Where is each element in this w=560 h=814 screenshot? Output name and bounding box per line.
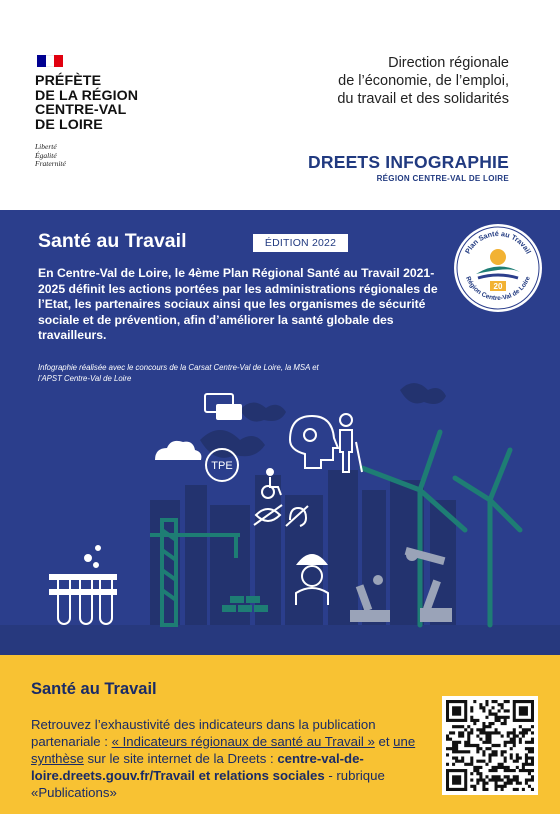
workplace-illustration — [0, 380, 560, 655]
band-title: Santé au Travail — [38, 230, 187, 252]
test-tubes-icon — [50, 546, 116, 624]
footer-text-part: Retrouvez l’exhaustivité des indicateurs dans la publication partenariale : — [31, 717, 376, 749]
footer-title: Santé au Travail — [31, 680, 157, 698]
direction-name — [337, 54, 509, 108]
qr-code[interactable] — [442, 696, 538, 795]
french-flag-icon — [37, 55, 63, 67]
synthesis-link[interactable]: une synthèse — [31, 734, 416, 766]
head-gears-icon — [290, 416, 338, 468]
footer-text-part: et — [374, 734, 394, 749]
edition-badge: ÉDITION 2022 — [253, 234, 348, 252]
badge-number: 20 — [493, 282, 503, 291]
qr-code-icon — [446, 700, 534, 791]
prefecture-line: CENTRE-VAL — [35, 102, 127, 119]
prefecture-line: DE LA RÉGION — [35, 87, 139, 104]
credits-text: Infographie réalisée avec le concours de la Carsat Centre-Val de Loire, la MSA et l’APST Centre-Val de Loire — [38, 363, 319, 383]
dreets-heading — [308, 153, 509, 183]
intro-band — [0, 210, 560, 655]
footer-text-part: sur le site internet de la Dreets : — [83, 751, 278, 766]
footer-text-part: - rubrique «Publications» — [31, 768, 385, 800]
dreets-website-url: centre-val-de-loire.dreets.gouv.fr/Travail et relations sociales — [31, 751, 364, 783]
motto-line: Égalité — [35, 150, 57, 160]
header — [0, 0, 560, 210]
person-cane-icon — [340, 414, 362, 472]
prefecture-line: DE LOIRE — [35, 116, 103, 133]
tpe-label: TPE — [211, 460, 233, 472]
direction-line: de l’économie, de l’emploi, — [338, 73, 509, 89]
prefecture-title — [35, 74, 138, 132]
dreets-subtitle: RÉGION CENTRE-VAL DE LOIRE — [376, 174, 509, 183]
badge-bottom-text: Région Centre-Val de Loire — [464, 275, 532, 303]
intro-text: En Centre-Val de Loire, le 4ème Plan Régional Santé au Travail 2021-2025 définit les actions portées par les administrations régionales de l’Etat, les partenaires sociaux ainsi que les organismes de sécurité sociale et de prévention, afin d’améliorer la santé globale des travailleurs. — [38, 266, 438, 343]
motto-line: Liberté — [35, 142, 57, 151]
footer-panel — [0, 655, 560, 814]
plan-sante-travail-logo — [452, 222, 544, 314]
chat-bubbles-icon — [205, 394, 242, 420]
republic-motto — [35, 143, 66, 169]
cloud-icon — [155, 441, 201, 460]
dreets-title: DREETS INFOGRAPHIE — [308, 152, 509, 172]
indicators-publication-link[interactable]: « Indicateurs régionaux de santé au Travail » — [111, 734, 375, 749]
city-silhouette — [150, 383, 456, 655]
prefecture-line: PRÉFÈTE — [35, 73, 102, 89]
direction-line: Direction régionale — [388, 55, 509, 71]
badge-top-text: Plan Santé au Travail — [462, 228, 534, 256]
motto-line: Fraternité — [35, 159, 66, 168]
footer-text — [31, 716, 446, 801]
direction-line: du travail et des solidarités — [337, 91, 509, 107]
